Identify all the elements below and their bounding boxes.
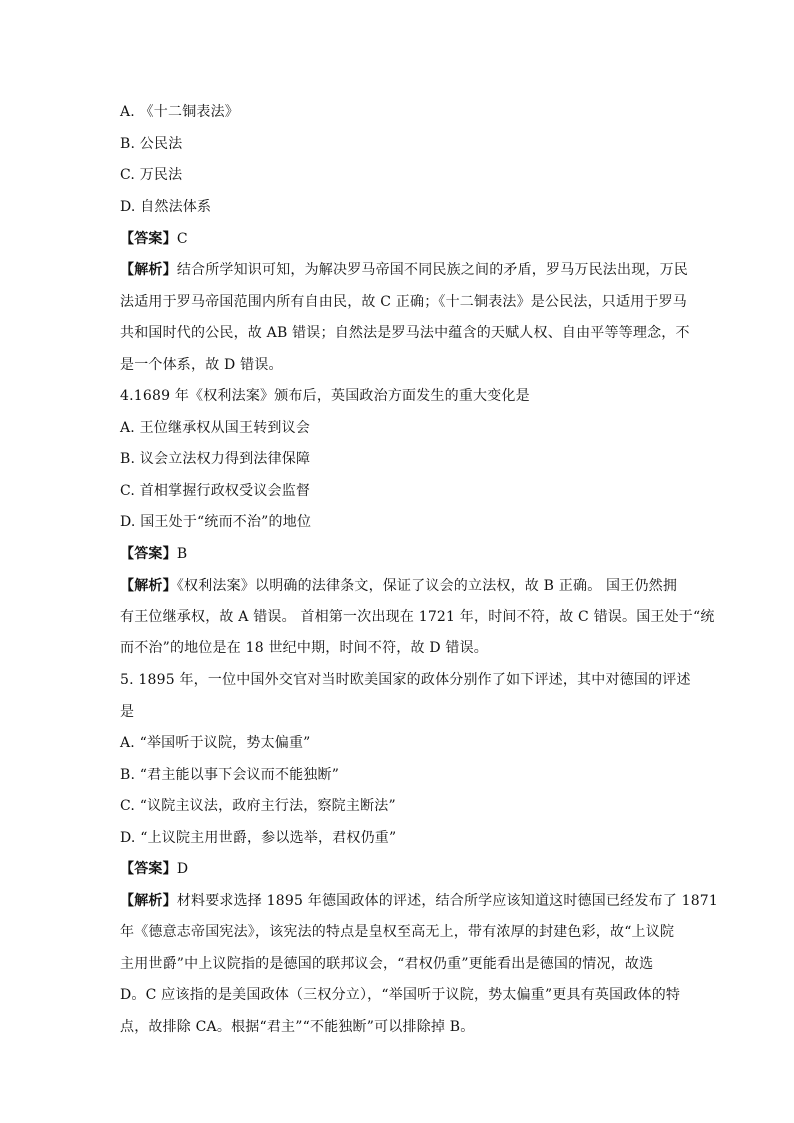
q5-option-b: B. “君主能以事下会议而不能独断” [120,767,340,783]
q3-analysis-line-3: 共和国时代的公民，故 AB 错误；自然法是罗马法中蕴含的天赋人权、自由平等等理念，不 [120,325,690,341]
q5-option-d: D. “上议院主用世爵，参以选举，君权仍重” [120,830,397,846]
q5-analysis-line-3: 主用世爵”中上议院指的是德国的联邦议会，“君权仍重”更能看出是德国的情况，故选 [120,956,654,972]
q5-analysis-line-5: 点，故排除 CA。根据“君主”“不能独断”可以排除掉 B。 [120,1019,475,1035]
analysis-text: 结合所学知识可知，为解决罗马帝国不同民族之间的矛盾，罗马万民法出现，万民 [176,262,689,278]
analysis-tag: 【解析】 [120,578,177,594]
analysis-tag: 【解析】 [120,893,177,909]
q3-option-a: A. 《十二铜表法》 [120,104,240,120]
q5-question-line-1: 5. 1895 年，一位中国外交官对当时欧美国家的政体分别作了如下评述，其中对德国的评述 [120,672,691,688]
q3-answer [120,229,680,249]
q3-analysis-line-1 [120,260,689,280]
analysis-text: 材料要求选择 1895 年德国政体的评述，结合所学应该知道这时德国已经发布了 1871 [176,893,719,909]
q5-analysis-line-2: 年《德意志帝国宪法》，该宪法的特点是皇权至高无上，带有浓厚的封建色彩，故“上议院 [120,924,675,940]
q4-analysis-line-3: 而不治”的地位是在 18 世纪中期，时间不符，故 D 错误。 [120,640,488,656]
q3-option-d: D. 自然法体系 [120,199,212,215]
q5-question-line-2: 是 [120,704,135,720]
q4-option-b: B. 议会立法权力得到法律保障 [120,451,311,467]
q4-question: 4.1689 年《权利法案》颁布后，英国政治方面发生的重大变化是 [120,388,530,404]
answer-tag: 【答案】 [120,546,177,562]
answer-value: C [176,231,188,247]
q5-option-a: A. “举国听于议院，势太偏重” [120,735,311,751]
q5-option-c: C. “议院主议法，政府主行法，察院主断法” [120,798,396,814]
q4-option-d: D. 国王处于“统而不治”的地位 [120,514,312,530]
q4-analysis-line-2: 有王位继承权，故 A 错误。 首相第一次出现在 1721 年，时间不符，故 C 错误。国王处于“统 [120,609,715,625]
q5-answer [120,859,680,879]
q3-option-c: C. 万民法 [120,167,183,183]
answer-value: D [176,861,189,877]
answer-tag: 【答案】 [120,861,177,877]
answer-value: B [176,546,188,562]
q3-analysis-line-4: 是一个体系，故 D 错误。 [120,357,283,373]
analysis-tag: 【解析】 [120,262,177,278]
answer-tag: 【答案】 [120,231,177,247]
q3-analysis-line-2: 法适用于罗马帝国范围内所有自由民，故 C 正确；《十二铜表法》是公民法，只适用于罗马 [120,294,688,310]
q5-analysis-line-4: D。C 应该指的是美国政体（三权分立），“举国听于议院，势太偏重”更具有英国政体的特 [120,987,681,1003]
q4-answer [120,544,680,564]
analysis-text: 《权利法案》以明确的法律条文，保证了议会的立法权，故 B 正确。 国王仍然拥 [176,578,678,594]
q4-analysis-line-1 [120,576,680,596]
q4-option-c: C. 首相掌握行政权受议会监督 [120,483,311,499]
q5-analysis-line-1 [120,891,719,911]
q3-option-b: B. 公民法 [120,136,183,152]
q4-option-a: A. 王位继承权从国王转到议会 [120,420,311,436]
